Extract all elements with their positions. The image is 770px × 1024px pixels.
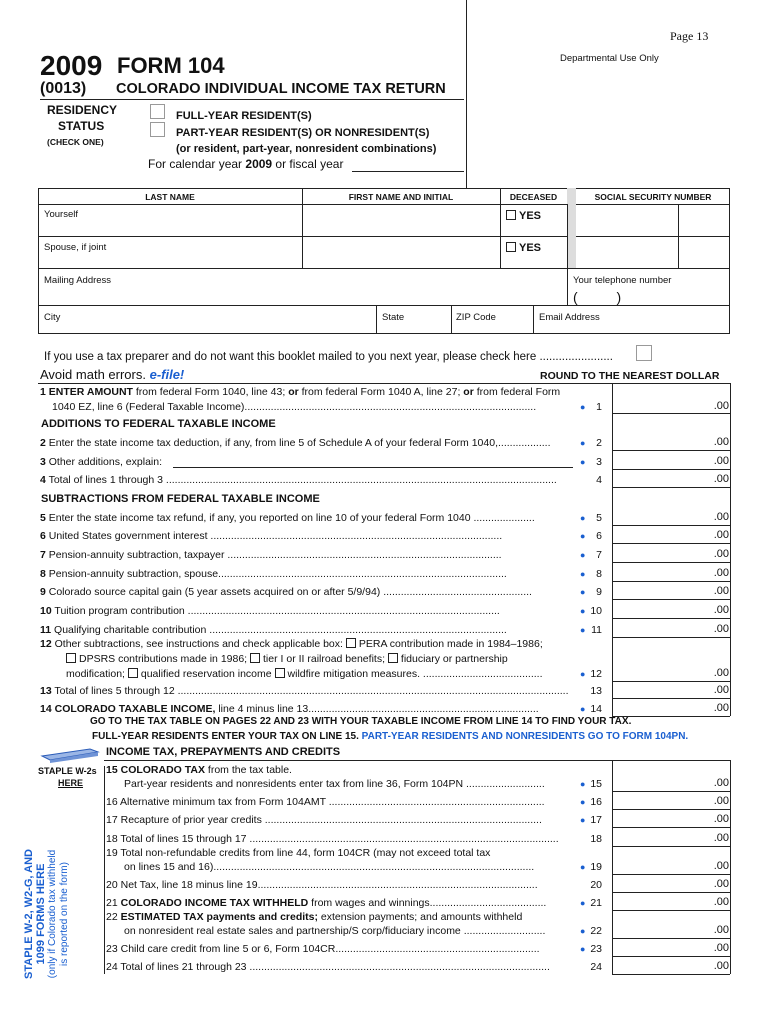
part-year-label: PART-YEAR RESIDENT(S) OR NONRESIDENT(S)	[176, 127, 430, 139]
page-number: Page 13	[670, 29, 709, 43]
line-12-amount[interactable]: .00	[713, 667, 729, 679]
staple-vertical-3: (only if Colorado tax withheld	[47, 849, 58, 979]
line-7-text: Pension-annuity subtraction, taxpayer ..............................................................................................	[45, 549, 502, 561]
bullet-icon: ●	[580, 926, 586, 936]
staple-here: HERE	[58, 778, 84, 788]
line-24-amount[interactable]: .00	[713, 960, 729, 972]
yes-label: YES	[519, 210, 542, 222]
line-12-c	[66, 668, 543, 680]
bullet-icon: ●	[580, 587, 586, 597]
line-14-text-2: line 4 minus line 13...............................................................................	[215, 703, 539, 715]
email-label: Email Address	[539, 312, 600, 323]
line-4-divider	[612, 487, 730, 488]
spouse-deceased[interactable]	[506, 242, 541, 254]
line-17-ref: 17	[590, 814, 602, 826]
line-5-number: 5	[40, 512, 46, 524]
line-20-ref: 20	[590, 879, 602, 891]
line-7-divider	[612, 562, 730, 563]
line-14-text: COLORADO TAXABLE INCOME,	[51, 703, 216, 715]
calendar-year-line	[148, 157, 343, 171]
full-year-checkbox[interactable]	[150, 104, 165, 119]
line-2	[40, 437, 572, 449]
line-22-bold: ESTIMATED TAX payments and credits;	[117, 911, 318, 923]
pera-label: PERA contribution made in 1984–1986;	[358, 638, 543, 650]
line-6-amount[interactable]: .00	[713, 529, 729, 541]
line-24-ref: 24	[590, 961, 602, 973]
calendar-pre: For calendar year	[148, 157, 246, 171]
line-24-text: Total of lines 21 through 23 .......................................................................................................	[117, 961, 550, 973]
line-19-text: Total non-refundable credits from line 44, form 104CR (may not exceed total tax	[117, 847, 491, 859]
line-13	[40, 685, 585, 697]
line-19-cont: on lines 15 and 16)..............................................................................................................	[124, 861, 535, 873]
line-8-amount[interactable]: .00	[713, 567, 729, 579]
line-17-divider	[612, 827, 730, 828]
line-12-ref: 12	[590, 668, 602, 680]
line-7-ref: 7	[596, 549, 602, 561]
line-1-number: 1	[40, 386, 46, 398]
line-9-number: 9	[40, 586, 46, 598]
line-6-text: United States government interest ....................................................................................................	[45, 530, 503, 542]
line-21-text: COLORADO INCOME TAX WITHHELD	[117, 897, 309, 909]
goto-full-year: FULL-YEAR RESIDENTS ENTER YOUR TAX ON LINE 15.	[92, 731, 362, 742]
line-2-text: Enter the state income tax deduction, if any, from line 5 of Schedule A of your federal Form 1040,..................	[45, 437, 551, 449]
line-17-text: Recapture of prior year credits ...............................................................................................	[117, 814, 542, 826]
line-22-cont: on nonresident real estate sales and partnership/S corp/fiduciary income ............................	[124, 925, 546, 937]
line-20-number: 20	[106, 879, 118, 891]
line-13-text: Total of lines 5 through 12 ......................................................................................................................................	[51, 685, 569, 697]
line-22-number: 22	[106, 911, 118, 923]
bullet-icon: ●	[580, 797, 586, 807]
line-15-ref: 15	[590, 778, 602, 790]
line-4-text: Total of lines 1 through 3 ......................................................................................................................................	[45, 474, 557, 486]
line-9-amount[interactable]: .00	[713, 585, 729, 597]
line-15-number: 15	[106, 764, 118, 776]
bullet-icon: ●	[580, 402, 586, 412]
goto-tax-table: GO TO THE TAX TABLE ON PAGES 22 AND 23 WITH YOUR TAXABLE INCOME FROM LINE 14 TO FIND YOUR TAX.	[90, 716, 632, 727]
bullet-icon: ●	[580, 862, 586, 872]
line-23-amount[interactable]: .00	[713, 942, 729, 954]
line-22-text: extension payments; and amounts withheld	[318, 911, 523, 923]
form-year: 2009	[40, 50, 103, 81]
bullet-icon: ●	[580, 513, 586, 523]
line-14	[40, 703, 572, 715]
line-23-ref: 23	[590, 943, 602, 955]
wildfire-checkbox[interactable]	[275, 668, 285, 678]
line-21-text-2: from wages and winnings........................................	[308, 897, 547, 909]
line-6	[40, 530, 572, 542]
line-10-divider	[612, 618, 730, 619]
efile-link[interactable]: e-file!	[149, 367, 185, 382]
yourself-last-name-field[interactable]	[39, 205, 301, 235]
line-7-number: 7	[40, 549, 46, 561]
goto-line-15	[92, 731, 688, 742]
part-year-checkbox[interactable]	[150, 122, 165, 137]
line-5-text: Enter the state income tax refund, if any, you reported on line 10 of your federal Form 1040 .....................	[45, 512, 535, 524]
line-1-or2: or	[463, 386, 474, 398]
first-name-header: FIRST NAME AND INITIAL	[348, 192, 454, 202]
bullet-icon: ●	[580, 625, 586, 635]
line-8-text: Pension-annuity subtraction, spouse...................................................................................................	[45, 568, 507, 580]
line-3-number: 3	[40, 456, 46, 468]
state-label: State	[382, 312, 405, 323]
line-11-number: 11	[40, 624, 52, 636]
line-22-divider	[612, 938, 730, 939]
line-13-amount[interactable]: .00	[713, 684, 729, 696]
goto-part-year: PART-YEAR RESIDENTS AND NONRESIDENTS GO TO FORM 104PN.	[361, 731, 689, 742]
departmental-use-label: Departmental Use Only	[560, 53, 659, 64]
bullet-icon: ●	[580, 898, 586, 908]
line-23-number: 23	[106, 943, 118, 955]
bullet-icon: ●	[580, 669, 586, 679]
line-4	[40, 474, 585, 486]
staple-vertical-2: 1099 FORMS HERE	[35, 863, 47, 965]
line-23-divider	[612, 956, 730, 957]
form-name: FORM 104	[117, 53, 225, 78]
line-9-ref: 9	[596, 586, 602, 598]
deceased-header: DECEASED	[509, 192, 558, 202]
last-name-header: LAST NAME	[145, 192, 195, 202]
line-18-text: Total of lines 15 through 17 ..........................................................................................................	[117, 833, 559, 845]
line-1-rest2: from federal Form 1040 A, line 27;	[298, 386, 464, 398]
form-title: COLORADO INDIVIDUAL INCOME TAX RETURN	[116, 81, 446, 97]
line-16-amount[interactable]: .00	[713, 795, 729, 807]
line-16-text: Alternative minimum tax from Form 104AMT ..........................................................................	[117, 796, 545, 808]
line-16	[106, 796, 572, 808]
line-21-ref: 21	[590, 897, 602, 909]
line-12-number: 12	[40, 638, 52, 650]
bullet-icon: ●	[580, 779, 586, 789]
line-18-ref: 18	[590, 833, 602, 845]
line-2-divider	[612, 450, 730, 451]
line-5-ref: 5	[596, 512, 602, 524]
status-label: STATUS	[58, 119, 105, 133]
line-12	[40, 638, 543, 650]
form-code: (0013)	[40, 80, 87, 97]
modification-label: modification;	[66, 668, 128, 680]
line-10	[40, 605, 572, 617]
line-5	[40, 512, 572, 524]
line-9-divider	[612, 599, 730, 600]
line-1-cont: 1040 EZ, line 6 (Federal Taxable Income)....................................................................................................	[52, 401, 537, 413]
preparer-note: If you use a tax preparer and do not want this booklet mailed to you next year, please check here .......................	[44, 351, 613, 363]
reservation-label: qualified reservation income	[140, 668, 275, 680]
telephone-field[interactable]: ( )	[573, 289, 622, 305]
bullet-icon: ●	[580, 550, 586, 560]
dpsrs-checkbox[interactable]	[66, 653, 76, 663]
spouse-label: Spouse, if joint	[44, 242, 107, 253]
pera-checkbox[interactable]	[346, 638, 356, 648]
line-13-number: 13	[40, 685, 52, 697]
staple-vertical-text	[23, 809, 83, 1019]
line-1-rest3: from federal Form	[473, 386, 561, 398]
line-2-number: 2	[40, 437, 46, 449]
yourself-deceased[interactable]	[506, 210, 541, 222]
staple-vertical-4: is reported on the form)	[59, 862, 70, 966]
line-11	[40, 624, 572, 636]
line-13-divider	[612, 698, 730, 699]
line-12-b	[66, 653, 508, 665]
line-15	[106, 764, 292, 776]
line-24	[106, 961, 585, 973]
line-14-amount[interactable]: .00	[713, 702, 729, 714]
line-10-ref: 10	[590, 605, 602, 617]
line-23	[106, 943, 572, 955]
mailing-address-label: Mailing Address	[44, 275, 112, 286]
line-15-amount[interactable]: .00	[713, 777, 729, 789]
line-11-text: Qualifying charitable contribution ......................................................................................................	[51, 624, 507, 636]
yes-label: YES	[519, 242, 542, 254]
residency-label: RESIDENCY	[47, 103, 118, 117]
line-12-text: Other subtractions, see instructions and check applicable box:	[51, 638, 346, 650]
combination-label: (or resident, part-year, nonresident combinations)	[176, 143, 437, 155]
staple-icon	[40, 746, 100, 764]
line-8	[40, 568, 572, 580]
line-2-ref: 2	[596, 437, 602, 449]
line-10-amount[interactable]: .00	[713, 604, 729, 616]
line-1-amount[interactable]: .00	[713, 400, 729, 412]
line-7	[40, 549, 572, 561]
bullet-icon: ●	[580, 815, 586, 825]
line-16-divider	[612, 809, 730, 810]
line-10-number: 10	[40, 605, 52, 617]
line-22-amount[interactable]: .00	[713, 924, 729, 936]
line-17-amount[interactable]: .00	[713, 813, 729, 825]
line-15-text: from the tax table.	[205, 764, 292, 776]
city-label: City	[44, 312, 61, 323]
line-21	[106, 897, 572, 909]
bullet-icon: ●	[580, 704, 586, 714]
bullet-icon: ●	[580, 457, 586, 467]
calendar-year: 2009	[245, 157, 273, 171]
line-19-number: 19	[106, 847, 118, 859]
line-19	[106, 847, 490, 859]
line-20-divider	[612, 892, 730, 893]
line-21-number: 21	[106, 897, 118, 909]
line-24-divider	[612, 974, 730, 975]
preparer-checkbox[interactable]	[636, 345, 652, 361]
avoid-math-line	[40, 367, 184, 382]
additions-heading: ADDITIONS TO FEDERAL TAXABLE INCOME	[41, 418, 276, 430]
bullet-icon: ●	[580, 944, 586, 954]
line-23-text: Child care credit from line 5 or 6, Form 104CR......................................................................	[117, 943, 540, 955]
line-9	[40, 586, 572, 598]
fiscal-year-field[interactable]	[352, 171, 464, 172]
bullet-icon: ●	[580, 569, 586, 579]
line-6-divider	[612, 543, 730, 544]
line-8-ref: 8	[596, 568, 602, 580]
staple-label: STAPLE W-2s	[38, 766, 97, 776]
line-11-divider	[612, 637, 730, 638]
line-21-amount[interactable]: .00	[713, 896, 729, 908]
line-16-ref: 16	[590, 796, 602, 808]
line-7-amount[interactable]: .00	[713, 548, 729, 560]
line-16-number: 16	[106, 796, 118, 808]
line-20-text: Net Tax, line 18 minus line 19................................................................................................	[117, 879, 538, 891]
full-year-label: FULL-YEAR RESIDENT(S)	[176, 110, 312, 122]
line-21-divider	[612, 910, 730, 911]
wildfire-label: wildfire mitigation measures. .........................................	[287, 668, 543, 680]
line-6-ref: 6	[596, 530, 602, 542]
line-2-amount[interactable]: .00	[713, 436, 729, 448]
line-14-ref: 14	[590, 703, 602, 715]
line-1-ref: 1	[596, 401, 602, 413]
yourself-first-name-field[interactable]	[303, 205, 499, 235]
line-5-amount[interactable]: .00	[713, 511, 729, 523]
line-19-amount[interactable]: .00	[713, 860, 729, 872]
zip-label: ZIP Code	[456, 312, 496, 323]
yourself-label: Yourself	[44, 209, 78, 220]
line-1	[40, 386, 560, 398]
other-additions-field[interactable]	[173, 467, 573, 468]
line-4-amount[interactable]: .00	[713, 473, 729, 485]
line-8-divider	[612, 581, 730, 582]
line-15-bold: COLORADO TAX	[117, 764, 205, 776]
staple-vertical-1: STAPLE W-2, W2-G, AND	[23, 849, 35, 979]
line-4-ref: 4	[596, 474, 602, 486]
line-4-number: 4	[40, 474, 46, 486]
line-18	[106, 833, 585, 845]
line-19-divider	[612, 874, 730, 875]
line-1-or1: or	[288, 386, 299, 398]
line-11-ref: 11	[591, 624, 602, 636]
line-14-number: 14	[40, 703, 52, 715]
line-5-divider	[612, 525, 730, 526]
line-9-text: Colorado source capital gain (5 year assets acquired on or after 5/9/94) ...................................................	[45, 586, 532, 598]
subtractions-heading: SUBTRACTIONS FROM FEDERAL TAXABLE INCOME	[41, 493, 320, 505]
line-15-cont: Part-year residents and nonresidents enter tax from line 36, Form 104PN ...........................	[124, 778, 545, 790]
line-1-bold: ENTER AMOUNT	[45, 386, 133, 398]
reservation-checkbox[interactable]	[128, 668, 138, 678]
line-24-number: 24	[106, 961, 118, 973]
avoid-math: Avoid math errors.	[40, 367, 150, 382]
line-3-ref: 3	[596, 456, 602, 468]
tax-heading: INCOME TAX, PREPAYMENTS AND CREDITS	[106, 746, 341, 758]
line-18-amount[interactable]: .00	[713, 832, 729, 844]
fiduciary-checkbox[interactable]	[388, 653, 398, 663]
line-11-amount[interactable]: .00	[713, 623, 729, 635]
fiduciary-label: fiduciary or partnership	[400, 653, 508, 665]
dpsrs-label: DPSRS contributions made in 1986;	[79, 653, 251, 665]
line-13-ref: 13	[590, 685, 602, 697]
line-18-divider	[612, 846, 730, 847]
line-18-number: 18	[106, 833, 118, 845]
line-19-ref: 19	[590, 861, 602, 873]
calendar-post: or fiscal year	[272, 157, 344, 171]
line-20	[106, 879, 585, 891]
bullet-icon: ●	[580, 606, 586, 616]
line-1-rest: from federal Form 1040, line 43;	[132, 386, 289, 398]
railroad-label: tier I or II railroad benefits;	[263, 653, 388, 665]
line-8-number: 8	[40, 568, 46, 580]
line-22	[106, 911, 522, 923]
line-17	[106, 814, 572, 826]
spouse-first-name-field[interactable]	[303, 237, 499, 267]
railroad-checkbox[interactable]	[250, 653, 260, 663]
bullet-icon: ●	[580, 531, 586, 541]
line-22-ref: 22	[590, 925, 602, 937]
telephone-label: Your telephone number	[573, 275, 672, 286]
line-10-text: Tuition program contribution ...........................................................................................................	[51, 605, 500, 617]
check-one-label: (CHECK ONE)	[47, 137, 104, 147]
line-15-divider	[612, 791, 730, 792]
line-12-divider	[612, 681, 730, 682]
line-3-amount[interactable]: .00	[713, 455, 729, 467]
line-17-number: 17	[106, 814, 118, 826]
ssn-header: SOCIAL SECURITY NUMBER	[594, 192, 712, 202]
line-20-amount[interactable]: .00	[713, 878, 729, 890]
line-6-number: 6	[40, 530, 46, 542]
bullet-icon: ●	[580, 438, 586, 448]
line-3-divider	[612, 469, 730, 470]
line-3-text: Other additions, explain:	[45, 456, 162, 468]
round-note: ROUND TO THE NEAREST DOLLAR	[540, 370, 720, 382]
